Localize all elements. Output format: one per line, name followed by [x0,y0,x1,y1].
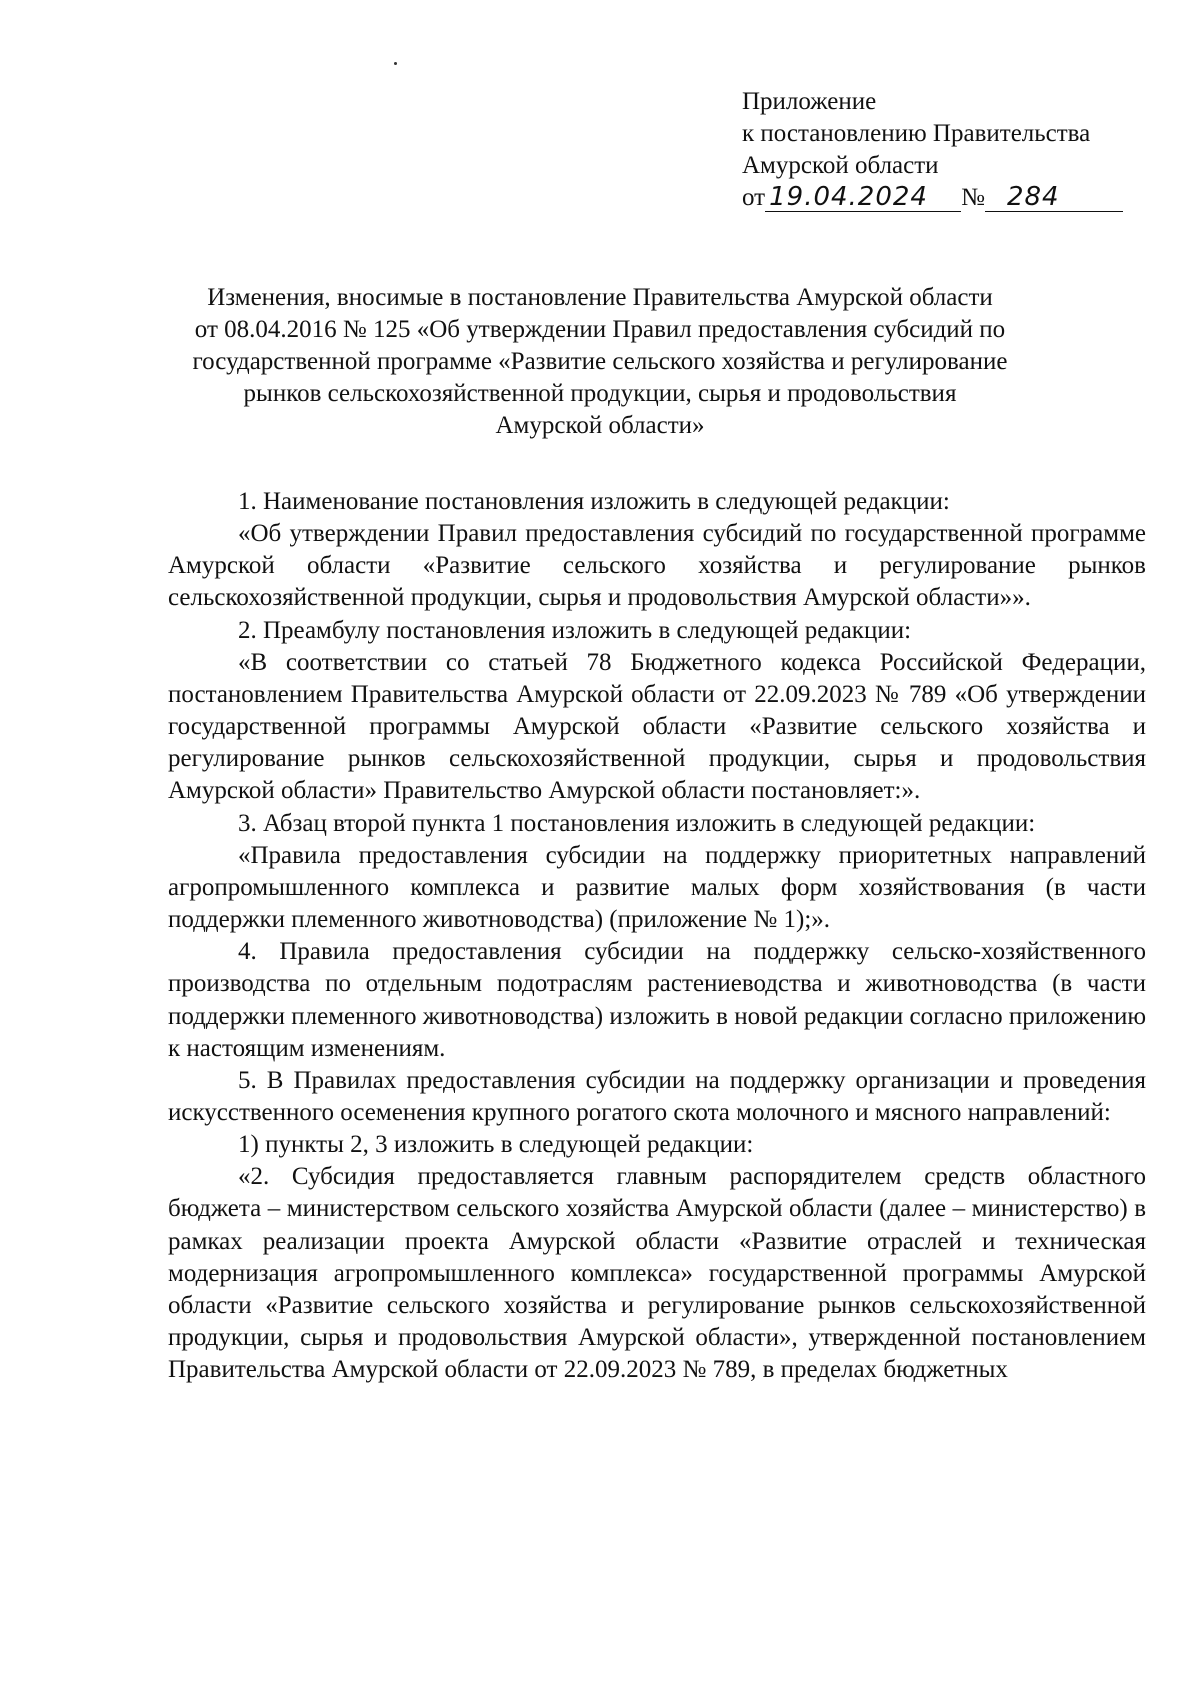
appendix-date-line [742,182,1162,214]
paragraph-2: «Об утверждении Правил предоставления субсидий по государственной программе Амурской области «Развитие сельского хозяйства и регулирование рынков сельскохозяйственной продукции, сырья и продовольствия Амурской области»». [168,520,1146,612]
paragraph-3: 2. Преамбулу постановления изложить в следующей редакции: [238,616,912,644]
paragraph-7: 4. Правила предоставления субсидии на поддержку сельско-хозяйственного производства по отдельным подотраслям растениеводства и животноводства (в части поддержки племенного животноводства) изложить в новой редакции согласно приложению к настоящим изменениям. [168,938,1146,1062]
paragraph-4: «В соответствии со статьей 78 Бюджетного кодекса Российской Федерации, постановлением Правительства Амурской области от 22.09.2023 № 789 «Об утверждении государственной программы Амурской области «Развитие сельского хозяйства и регулирование рынков сельскохозяйственной продукции, сырья и продовольствия Амурской области» Правительство Амурской области постановляет:». [168,648,1146,805]
paragraph-10: «2. Субсидия предоставляется главным распорядителем средств областного бюджета – министерством сельского хозяйства Амурской области (далее – министерство) в рамках реализации проекта Амурской области «Развитие отраслей и техническая модернизация агропромышленного комплекса» государственной программы Амурской области «Развитие сельского хозяйства и регулирование рынков сельскохозяйственной продукции, сырья и продовольствия Амурской области», утвержденной постановлением Правительства Амурской области от 22.09.2023 № 789, в пределах бюджетных [168,1163,1146,1384]
document-title [150,282,1050,442]
appendix-line-3: Амурской области [742,152,939,179]
handwritten-number: 284 [1006,182,1060,212]
paragraph-9: 1) пункты 2, 3 изложить в следующей редакции: [238,1131,754,1159]
title-line-2: от 08.04.2016 № 125 «Об утверждении Правил предоставления субсидий по [194,316,1006,343]
appendix-header [742,86,1162,214]
title-line-1: Изменения, вносимые в постановление Правительства Амурской области [207,284,993,311]
appendix-line-1: Приложение [742,88,877,115]
appendix-line-2: к постановлению Правительства [742,120,1091,147]
number-field [985,184,1123,212]
paragraph-6: «Правила предоставления субсидии на поддержку приоритетных направлений агропромышленного комплекса и развитие малых форм хозяйствования (в части поддержки племенного животноводства) (приложение № 1);». [168,841,1146,934]
scan-speck [394,62,397,65]
date-field [765,184,961,212]
handwritten-date: 19.04.2024 [769,182,928,212]
paragraph-5: 3. Абзац второй пункта 1 постановления изложить в следующей редакции: [238,809,1036,837]
number-label: № [961,184,985,211]
title-line-5: Амурской области» [495,412,705,439]
paragraph-8: 5. В Правилах предоставления субсидии на поддержку организации и проведения искусственного осеменения крупного рогатого скота молочного и мясного направлений: [168,1066,1146,1126]
title-line-3: государственной программе «Развитие сельского хозяйства и регулирование [192,348,1008,375]
document-body [168,486,1146,1386]
date-prefix: от [742,184,766,211]
paragraph-1: 1. Наименование постановления изложить в следующей редакции: [238,488,950,515]
title-line-4: рынков сельскохозяйственной продукции, сырья и продовольствия [243,380,957,407]
